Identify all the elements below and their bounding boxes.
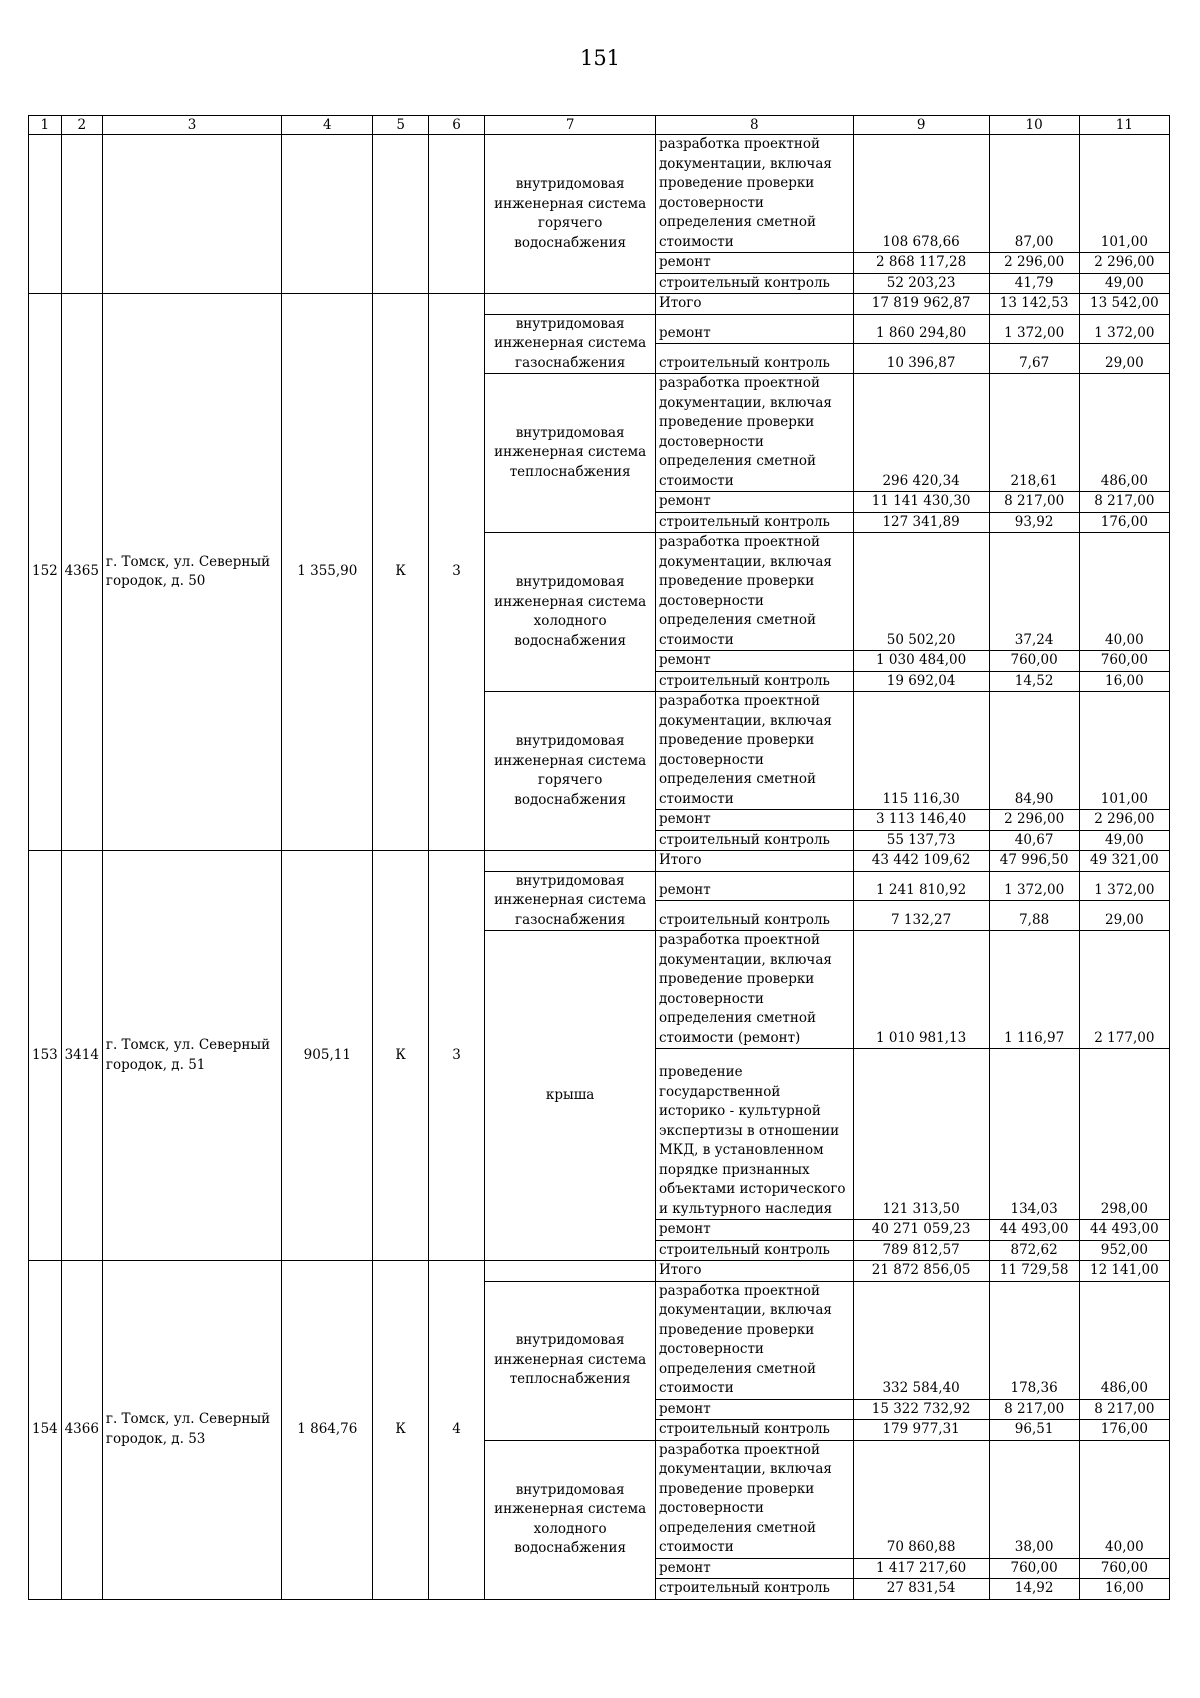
cost-value: 1 030 484,00 [853, 651, 989, 672]
row-number: 154 [29, 1261, 62, 1600]
limit-cost-value: 2 296,00 [1079, 253, 1169, 274]
building-address: г. Томск, ул. Северный городок, д. 53 [102, 1261, 281, 1600]
work-type: строительный контроль [655, 1579, 853, 1600]
building-area: 1 864,76 [282, 1261, 373, 1600]
limit-cost-value: 486,00 [1079, 1281, 1169, 1399]
limit-cost-value: 298,00 [1079, 1049, 1169, 1220]
total-row [29, 851, 1170, 872]
cell-empty [485, 294, 656, 315]
unit-cost-value: 8 217,00 [989, 1399, 1079, 1420]
work-type: ремонт [655, 1399, 853, 1420]
cost-value: 3 113 146,40 [853, 810, 989, 831]
column-header: 7 [485, 116, 656, 135]
total-label: Итого [655, 851, 853, 872]
building-type: К [373, 851, 428, 1261]
cost-value: 1 860 294,80 [853, 314, 989, 344]
capital-repair-table [28, 115, 1170, 1600]
work-type: строительный контроль [655, 273, 853, 294]
limit-cost-value: 952,00 [1079, 1240, 1169, 1261]
building-address: г. Томск, ул. Северный городок, д. 51 [102, 851, 281, 1261]
column-header: 3 [102, 116, 281, 135]
total-row [29, 294, 1170, 315]
cost-value: 27 831,54 [853, 1579, 989, 1600]
unit-cost-value: 14,52 [989, 671, 1079, 692]
system-name: внутридомовая инженерная система газоснабжения [485, 314, 656, 374]
total-value: 12 141,00 [1079, 1261, 1169, 1282]
work-type: строительный контроль [655, 671, 853, 692]
page-number: 151 [579, 46, 621, 70]
limit-cost-value: 176,00 [1079, 1420, 1169, 1441]
work-type: ремонт [655, 314, 853, 344]
limit-cost-value: 29,00 [1079, 344, 1169, 374]
cost-value: 52 203,23 [853, 273, 989, 294]
total-value: 47 996,50 [989, 851, 1079, 872]
work-type: разработка проектной документации, включая проведение проверки достоверности определения сметной стоимости [655, 692, 853, 810]
column-header: 6 [428, 116, 485, 135]
unit-cost-value: 14,92 [989, 1579, 1079, 1600]
cost-value: 1 241 810,92 [853, 871, 989, 901]
work-type: разработка проектной документации, включая проведение проверки достоверности определения сметной стоимости (ремонт) [655, 931, 853, 1049]
building-area: 1 355,90 [282, 294, 373, 851]
system-name: внутридомовая инженерная система теплоснабжения [485, 374, 656, 533]
unit-cost-value: 134,03 [989, 1049, 1079, 1220]
building-type: К [373, 1261, 428, 1600]
unit-cost-value: 40,67 [989, 830, 1079, 851]
unit-cost-value: 84,90 [989, 692, 1079, 810]
unit-cost-value: 1 372,00 [989, 314, 1079, 344]
building-level: 3 [428, 851, 485, 1261]
total-value: 43 442 109,62 [853, 851, 989, 872]
limit-cost-value: 8 217,00 [1079, 492, 1169, 513]
column-header: 1 [29, 116, 62, 135]
work-type: строительный контроль [655, 1420, 853, 1441]
cell-empty [485, 851, 656, 872]
system-name: крыша [485, 931, 656, 1261]
cost-value: 332 584,40 [853, 1281, 989, 1399]
total-label: Итого [655, 294, 853, 315]
work-type: ремонт [655, 1220, 853, 1241]
column-header: 5 [373, 116, 428, 135]
total-value: 13 542,00 [1079, 294, 1169, 315]
total-label: Итого [655, 1261, 853, 1282]
cost-value: 50 502,20 [853, 533, 989, 651]
limit-cost-value: 2 296,00 [1079, 810, 1169, 831]
cell-empty [282, 135, 373, 294]
unit-cost-value: 1 116,97 [989, 931, 1079, 1049]
cell-empty [61, 135, 102, 294]
unit-cost-value: 93,92 [989, 512, 1079, 533]
system-name: внутридомовая инженерная система горячего водоснабжения [485, 692, 656, 851]
cost-value: 108 678,66 [853, 135, 989, 253]
total-value: 49 321,00 [1079, 851, 1169, 872]
cell-empty [428, 135, 485, 294]
unit-cost-value: 41,79 [989, 273, 1079, 294]
cost-value: 1 010 981,13 [853, 931, 989, 1049]
limit-cost-value: 176,00 [1079, 512, 1169, 533]
limit-cost-value: 40,00 [1079, 1440, 1169, 1558]
total-value: 11 729,58 [989, 1261, 1079, 1282]
building-code: 4365 [61, 294, 102, 851]
limit-cost-value: 16,00 [1079, 671, 1169, 692]
work-type: ремонт [655, 492, 853, 513]
limit-cost-value: 101,00 [1079, 692, 1169, 810]
work-type: строительный контроль [655, 901, 853, 931]
building-address: г. Томск, ул. Северный городок, д. 50 [102, 294, 281, 851]
limit-cost-value: 40,00 [1079, 533, 1169, 651]
unit-cost-value: 7,67 [989, 344, 1079, 374]
unit-cost-value: 38,00 [989, 1440, 1079, 1558]
cost-value: 11 141 430,30 [853, 492, 989, 513]
building-code: 4366 [61, 1261, 102, 1600]
unit-cost-value: 96,51 [989, 1420, 1079, 1441]
work-type: строительный контроль [655, 1240, 853, 1261]
work-type: проведение государственной историко - культурной экспертизы в отношении МКД, в установленном порядке признанных объектами исторического и культурного наследия [655, 1049, 853, 1220]
cost-value: 19 692,04 [853, 671, 989, 692]
column-header: 11 [1079, 116, 1169, 135]
unit-cost-value: 760,00 [989, 1558, 1079, 1579]
work-type: строительный контроль [655, 344, 853, 374]
table-row [29, 135, 1170, 253]
unit-cost-value: 37,24 [989, 533, 1079, 651]
work-type: разработка проектной документации, включая проведение проверки достоверности определения сметной стоимости [655, 533, 853, 651]
system-name: внутридомовая инженерная система горячего водоснабжения [485, 135, 656, 294]
system-name: внутридомовая инженерная система теплоснабжения [485, 1281, 656, 1440]
system-name: внутридомовая инженерная система холодного водоснабжения [485, 1440, 656, 1599]
cell-empty [102, 135, 281, 294]
limit-cost-value: 8 217,00 [1079, 1399, 1169, 1420]
column-header: 9 [853, 116, 989, 135]
limit-cost-value: 2 177,00 [1079, 931, 1169, 1049]
cost-value: 15 322 732,92 [853, 1399, 989, 1420]
unit-cost-value: 178,36 [989, 1281, 1079, 1399]
cost-value: 1 417 217,60 [853, 1558, 989, 1579]
cost-value: 789 812,57 [853, 1240, 989, 1261]
work-type: строительный контроль [655, 512, 853, 533]
unit-cost-value: 44 493,00 [989, 1220, 1079, 1241]
building-code: 3414 [61, 851, 102, 1261]
cost-value: 127 341,89 [853, 512, 989, 533]
work-type: ремонт [655, 810, 853, 831]
building-type: К [373, 294, 428, 851]
unit-cost-value: 760,00 [989, 651, 1079, 672]
limit-cost-value: 1 372,00 [1079, 871, 1169, 901]
system-name: внутридомовая инженерная система холодного водоснабжения [485, 533, 656, 692]
column-header: 4 [282, 116, 373, 135]
limit-cost-value: 49,00 [1079, 830, 1169, 851]
limit-cost-value: 29,00 [1079, 901, 1169, 931]
work-type: разработка проектной документации, включая проведение проверки достоверности определения сметной стоимости [655, 1440, 853, 1558]
cost-value: 296 420,34 [853, 374, 989, 492]
work-type: строительный контроль [655, 830, 853, 851]
unit-cost-value: 87,00 [989, 135, 1079, 253]
cost-value: 2 868 117,28 [853, 253, 989, 274]
row-number: 153 [29, 851, 62, 1261]
total-value: 13 142,53 [989, 294, 1079, 315]
unit-cost-value: 2 296,00 [989, 253, 1079, 274]
limit-cost-value: 1 372,00 [1079, 314, 1169, 344]
work-type: ремонт [655, 871, 853, 901]
system-name: внутридомовая инженерная система газоснабжения [485, 871, 656, 931]
limit-cost-value: 49,00 [1079, 273, 1169, 294]
unit-cost-value: 218,61 [989, 374, 1079, 492]
column-header: 8 [655, 116, 853, 135]
cost-value: 121 313,50 [853, 1049, 989, 1220]
building-area: 905,11 [282, 851, 373, 1261]
limit-cost-value: 101,00 [1079, 135, 1169, 253]
column-header: 2 [61, 116, 102, 135]
limit-cost-value: 44 493,00 [1079, 1220, 1169, 1241]
limit-cost-value: 760,00 [1079, 651, 1169, 672]
cell-empty [485, 1261, 656, 1282]
cost-value: 179 977,31 [853, 1420, 989, 1441]
work-type: разработка проектной документации, включая проведение проверки достоверности определения сметной стоимости [655, 1281, 853, 1399]
cell-empty [373, 135, 428, 294]
cost-value: 115 116,30 [853, 692, 989, 810]
building-level: 3 [428, 294, 485, 851]
unit-cost-value: 2 296,00 [989, 810, 1079, 831]
unit-cost-value: 872,62 [989, 1240, 1079, 1261]
work-type: разработка проектной документации, включая проведение проверки достоверности определения сметной стоимости [655, 135, 853, 253]
work-type: ремонт [655, 651, 853, 672]
work-type: разработка проектной документации, включая проведение проверки достоверности определения сметной стоимости [655, 374, 853, 492]
limit-cost-value: 486,00 [1079, 374, 1169, 492]
cost-value: 70 860,88 [853, 1440, 989, 1558]
cell-empty [29, 135, 62, 294]
column-header-row [29, 116, 1170, 135]
cost-value: 10 396,87 [853, 344, 989, 374]
unit-cost-value: 7,88 [989, 901, 1079, 931]
cost-value: 55 137,73 [853, 830, 989, 851]
work-type: ремонт [655, 253, 853, 274]
cost-value: 7 132,27 [853, 901, 989, 931]
work-type: ремонт [655, 1558, 853, 1579]
limit-cost-value: 16,00 [1079, 1579, 1169, 1600]
building-level: 4 [428, 1261, 485, 1600]
row-number: 152 [29, 294, 62, 851]
unit-cost-value: 8 217,00 [989, 492, 1079, 513]
total-value: 17 819 962,87 [853, 294, 989, 315]
column-header: 10 [989, 116, 1079, 135]
unit-cost-value: 1 372,00 [989, 871, 1079, 901]
total-row [29, 1261, 1170, 1282]
limit-cost-value: 760,00 [1079, 1558, 1169, 1579]
total-value: 21 872 856,05 [853, 1261, 989, 1282]
cost-value: 40 271 059,23 [853, 1220, 989, 1241]
